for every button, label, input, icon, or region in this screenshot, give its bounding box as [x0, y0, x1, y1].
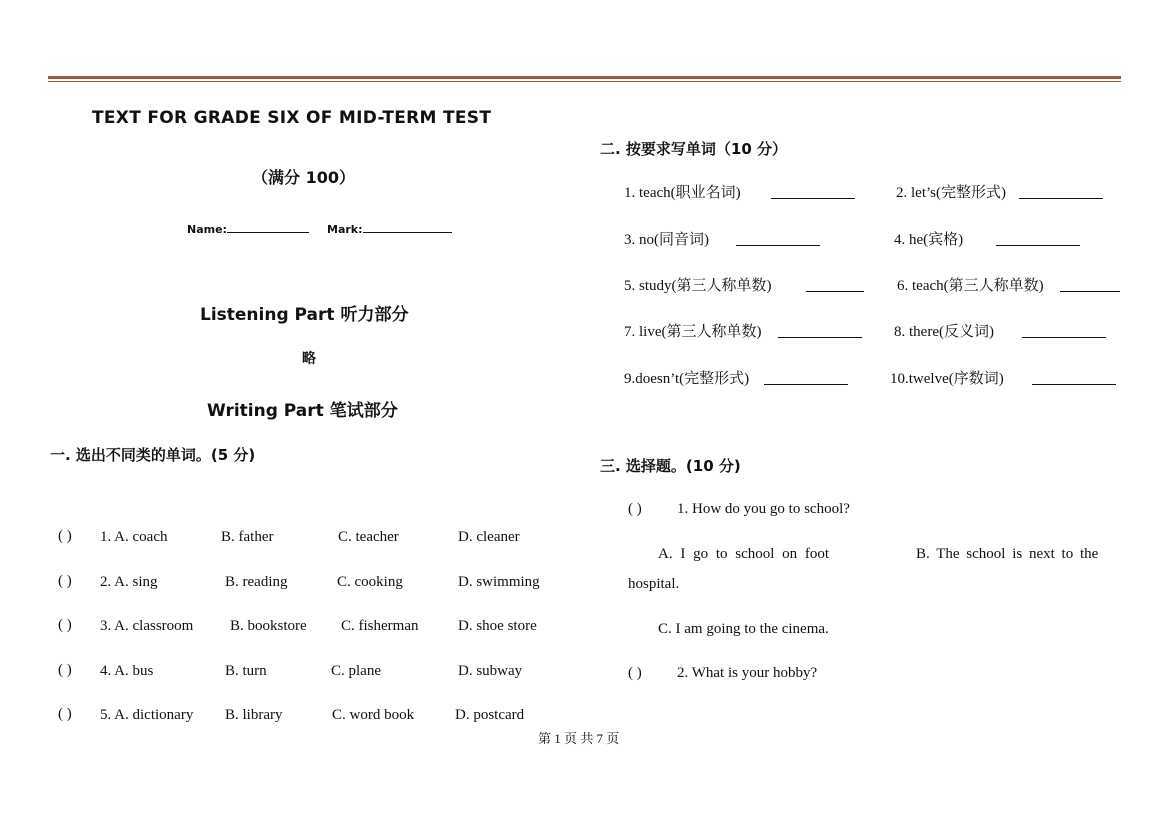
full-score: （满分 100） [252, 168, 355, 187]
fill-item-prompt: 10.twelve(序数词) [890, 371, 1004, 387]
answer-blank [1060, 277, 1120, 292]
mark-field [327, 218, 452, 236]
option-d: D. subway [458, 663, 523, 679]
answer-blank [778, 323, 862, 338]
answer-blank [1019, 184, 1103, 199]
list-item [58, 573, 72, 590]
option-c: C. teacher [338, 529, 399, 545]
mark-blank [363, 218, 452, 233]
answer-blank [806, 277, 864, 292]
top-divider-thin [48, 81, 1121, 82]
top-divider-thick [48, 76, 1121, 79]
answer-paren: ( ) [628, 665, 642, 681]
list-item [58, 617, 72, 634]
fill-item [897, 274, 1044, 295]
name-label: Name: [187, 223, 227, 236]
answer-paren: ( ) [58, 662, 72, 678]
section1-heading: 一. 选出不同类的单词。(5 分) [50, 446, 256, 464]
option-d: D. cleaner [458, 529, 520, 545]
option-c: C. fisherman [341, 618, 419, 634]
listening-omitted: 略 [302, 351, 316, 367]
list-item [58, 706, 72, 723]
question-text: 2. What is your hobby? [677, 665, 818, 681]
option-c: C. cooking [337, 574, 403, 590]
fill-item [624, 228, 709, 249]
option-b-continued: hospital. [628, 576, 680, 592]
fill-item-prompt: 9.doesn’t(完整形式) [624, 371, 750, 387]
option-b: B. father [221, 529, 274, 545]
option-d: D. shoe store [458, 618, 537, 634]
option-a: 1. A. coach [100, 529, 168, 545]
fill-item-prompt: 2. let’s(完整形式) [896, 185, 1006, 201]
option-a: 5. A. dictionary [100, 707, 194, 723]
answer-paren: ( ) [58, 617, 72, 633]
option-b: B. turn [225, 663, 267, 679]
name-blank [227, 218, 309, 233]
fill-item-prompt: 4. he(宾格) [894, 232, 964, 248]
option-b: B. bookstore [230, 618, 307, 634]
fill-item [896, 181, 1006, 202]
answer-paren: ( ) [58, 528, 72, 544]
option-d: D. swimming [458, 574, 540, 590]
fill-item [890, 367, 1004, 388]
fill-item-prompt: 1. teach(职业名词) [624, 185, 741, 201]
option-c: C. I am going to the cinema. [658, 621, 829, 637]
listening-heading: Listening Part 听力部分 [200, 305, 409, 325]
fill-item-prompt: 3. no(同音词) [624, 232, 709, 248]
fill-item [624, 367, 749, 388]
answer-blank [1022, 323, 1106, 338]
list-item [58, 662, 72, 679]
fill-item-prompt: 7. live(第三人称单数) [624, 324, 762, 340]
fill-item [894, 228, 963, 249]
option-d: D. postcard [455, 707, 525, 723]
option-b: B. The school is next to the [916, 546, 1099, 562]
answer-blank [1032, 370, 1116, 385]
option-b: B. reading [225, 574, 288, 590]
answer-blank [736, 231, 820, 246]
option-b: B. library [225, 707, 283, 723]
fill-item-prompt: 8. there(反义词) [894, 324, 994, 340]
list-item [58, 528, 72, 545]
option-c: C. plane [331, 663, 381, 679]
fill-item-prompt: 5. study(第三人称单数) [624, 278, 772, 294]
option-a: 3. A. classroom [100, 618, 194, 634]
mark-label: Mark: [327, 223, 363, 236]
answer-blank [764, 370, 848, 385]
answer-blank [771, 184, 855, 199]
answer-paren: ( ) [628, 501, 642, 517]
option-a: 4. A. bus [100, 663, 154, 679]
fill-item-prompt: 6. teach(第三人称单数) [897, 278, 1044, 294]
section2-heading: 二. 按要求写单词（10 分） [600, 140, 788, 158]
page-number: 第 1 页 共 7 页 [538, 731, 620, 746]
section3-heading: 三. 选择题。(10 分) [600, 457, 741, 475]
fill-item [624, 320, 761, 341]
option-c: C. word book [332, 707, 415, 723]
fill-item [624, 181, 741, 202]
option-a: 2. A. sing [100, 574, 158, 590]
writing-heading: Writing Part 笔试部分 [207, 401, 398, 421]
fill-item [624, 274, 772, 295]
answer-paren: ( ) [58, 706, 72, 722]
fill-item [894, 320, 994, 341]
answer-blank [996, 231, 1080, 246]
test-title: TEXT FOR GRADE SIX OF MID-TERM TEST [92, 108, 492, 128]
question-text: 1. How do you go to school? [677, 501, 850, 517]
name-field [187, 218, 309, 236]
answer-paren: ( ) [58, 573, 72, 589]
option-a: A. I go to school on foot [658, 546, 830, 562]
